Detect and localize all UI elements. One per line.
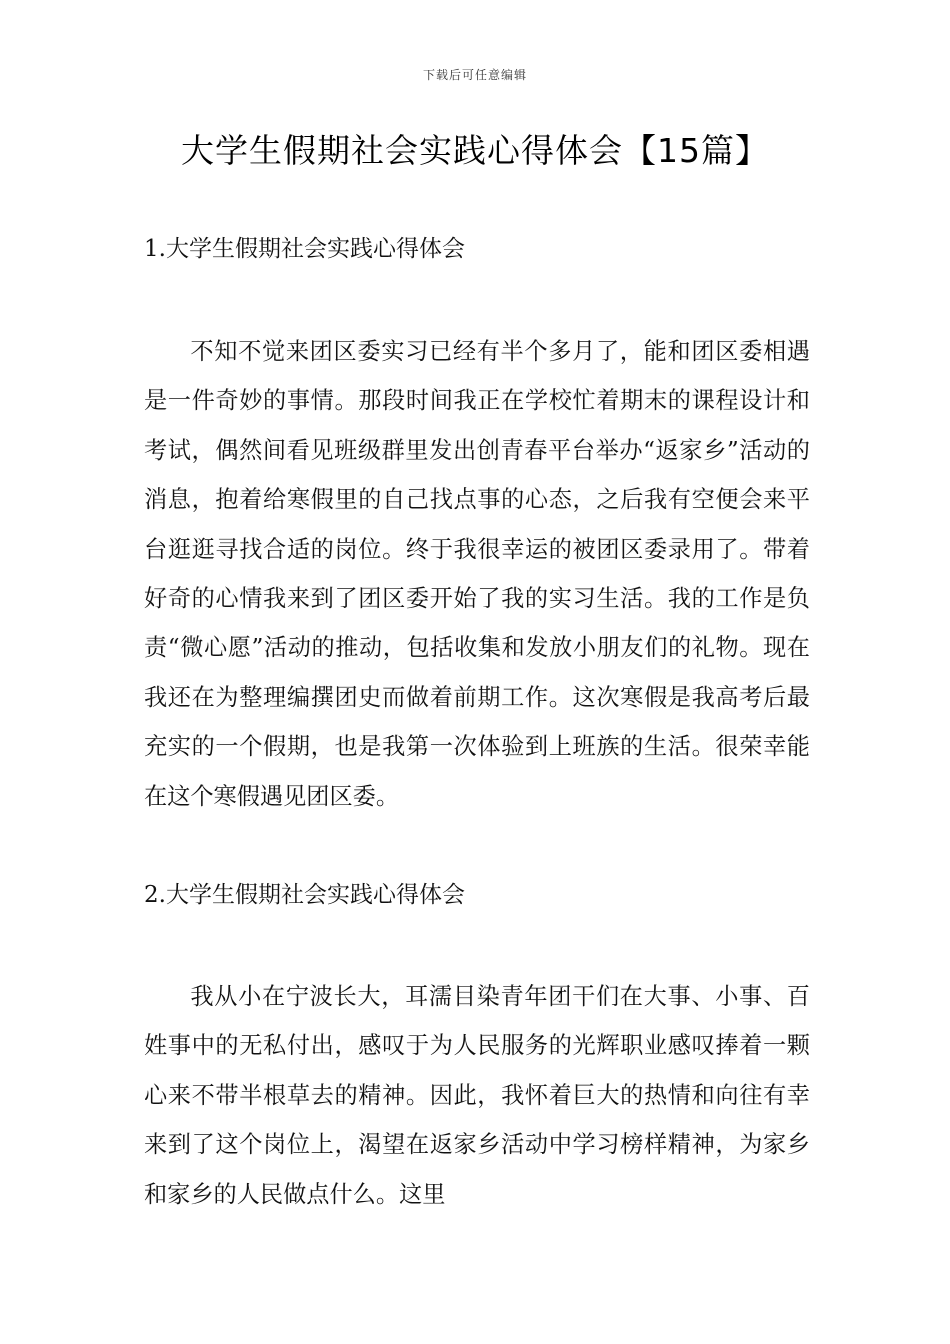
section-heading-1: 1.大学生假期社会实践心得体会 <box>144 236 465 262</box>
section-paragraph-1: 不知不觉来团区委实习已经有半个多月了，能和团区委相遇是一件奇妙的事情。那段时间我正在学校忙着期末的课程设计和考试，偶然间看见班级群里发出创青春平台举办“返家乡”活动的消息，抱着给寒假里的自己找点事的心态，之后我有空便会来平台逛逛寻找合适的岗位。终于我很幸运的被团区委录用了。带着好奇的心情我来到了团区委开始了我的实习生活。我的工作是负责“微心愿”活动的推动，包括收集和发放小朋友们的礼物。现在我还在为整理编撰团史而做着前期工作。这次寒假是我高考后最充实的一个假期，也是我第一次体验到上班族的生活。很荣幸能在这个寒假遇见团区委。 <box>144 338 810 810</box>
section-heading-2: 2.大学生假期社会实践心得体会 <box>144 882 465 908</box>
document-title: 大学生假期社会实践心得体会【15篇】 <box>181 131 769 170</box>
section-paragraph-2: 我从小在宁波长大，耳濡目染青年团干们在大事、小事、百姓事中的无私付出，感叹于为人民服务的光辉职业感叹捧着一颗心来不带半根草去的精神。因此，我怀着巨大的热情和向往有幸来到了这个岗位上，渴望在返家乡活动中学习榜样精神，为家乡和家乡的人民做点什么。这里 <box>144 983 810 1208</box>
header-note: 下载后可任意编辑 <box>422 68 527 82</box>
